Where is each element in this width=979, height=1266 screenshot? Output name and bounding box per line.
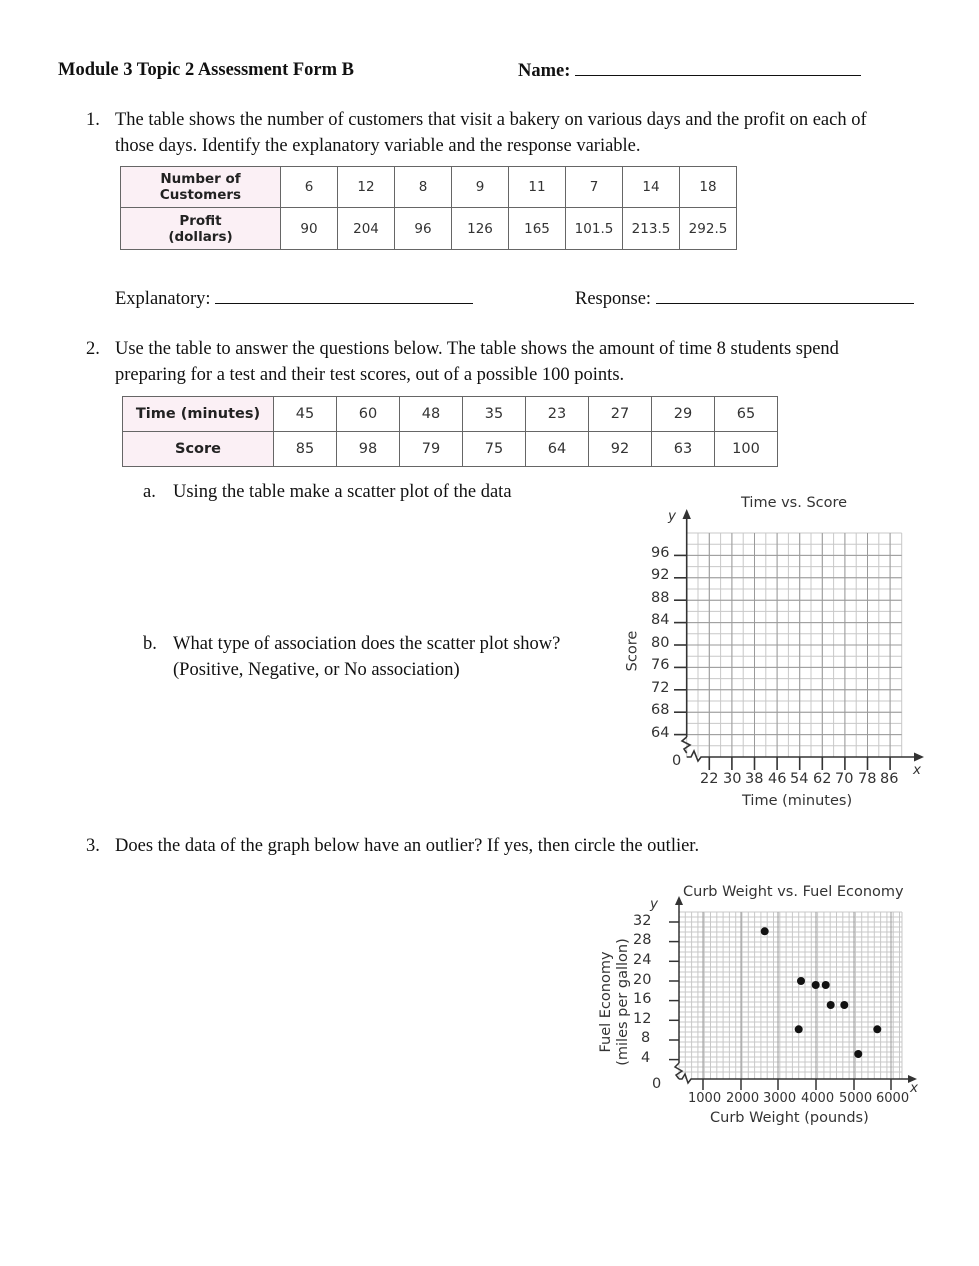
table-cell: 65 bbox=[715, 397, 778, 432]
chart2-ytick: 8 bbox=[641, 1030, 651, 1046]
response-label: Response: bbox=[575, 289, 652, 309]
chart1-ytick: 68 bbox=[651, 702, 670, 718]
chart2-y-var: y bbox=[650, 896, 658, 912]
chart2-xtick: 4000 bbox=[801, 1091, 835, 1106]
table-cell: 8 bbox=[395, 167, 452, 208]
chart2-xtick: 5000 bbox=[839, 1091, 873, 1106]
table-cell: 27 bbox=[589, 397, 652, 432]
header-line: Customers bbox=[159, 187, 242, 203]
table-cell: 11 bbox=[509, 167, 566, 208]
chart1-ytick: 96 bbox=[651, 545, 670, 561]
chart1-grid[interactable] bbox=[660, 505, 925, 780]
chart1-xtick: 62 bbox=[813, 771, 832, 787]
chart2-ytick: 28 bbox=[633, 932, 652, 948]
row-header-customers bbox=[121, 167, 281, 208]
table-cell: 96 bbox=[395, 208, 452, 250]
table-cell: 90 bbox=[281, 208, 338, 250]
chart2-x-var: x bbox=[910, 1080, 918, 1096]
table-cell: 79 bbox=[400, 432, 463, 467]
chart2-xtick: 1000 bbox=[688, 1091, 722, 1106]
table-cell: 63 bbox=[652, 432, 715, 467]
bakery-table bbox=[120, 166, 737, 250]
chart1-ytick: 76 bbox=[651, 657, 670, 673]
chart1-y-label: Score bbox=[624, 630, 641, 672]
explanatory-blank[interactable] bbox=[215, 285, 473, 304]
table-cell: 75 bbox=[463, 432, 526, 467]
table-cell: 92 bbox=[589, 432, 652, 467]
chart2-ytick: 20 bbox=[633, 972, 652, 988]
chart1-y-var: y bbox=[668, 508, 676, 524]
chart2-ytick: 12 bbox=[633, 1011, 652, 1027]
q2a-letter: a. bbox=[143, 482, 156, 502]
chart2-ytick: 16 bbox=[633, 991, 652, 1007]
chart2-ytick: 32 bbox=[633, 913, 652, 929]
table-row-customers bbox=[121, 167, 737, 208]
q3-number: 3. bbox=[86, 836, 100, 856]
q2-text-line2: preparing for a test and their test scores, out of a possible 100 points. bbox=[115, 365, 625, 385]
chart1-title: Time vs. Score bbox=[741, 495, 848, 511]
chart1-ytick: 80 bbox=[651, 635, 670, 651]
table-cell: 204 bbox=[338, 208, 395, 250]
chart2-xtick: 2000 bbox=[726, 1091, 760, 1106]
table-cell: 12 bbox=[338, 167, 395, 208]
table-cell: 101.5 bbox=[566, 208, 623, 250]
chart1-ytick: 92 bbox=[651, 567, 670, 583]
chart2-title: Curb Weight vs. Fuel Economy bbox=[683, 884, 904, 900]
row-header-time: Time (minutes) bbox=[123, 397, 274, 432]
row-header-score: Score bbox=[123, 432, 274, 467]
table-cell: 6 bbox=[281, 167, 338, 208]
chart2-y-label bbox=[598, 927, 632, 1077]
table-cell: 165 bbox=[509, 208, 566, 250]
chart2-y-label-line1: Fuel Economy bbox=[598, 951, 614, 1053]
chart2-ytick: 4 bbox=[641, 1050, 651, 1066]
table-cell: 18 bbox=[680, 167, 737, 208]
q2-text-line1: Use the table to answer the questions below. The table shows the amount of time 8 students spend bbox=[115, 339, 839, 359]
chart1-xtick: 30 bbox=[723, 771, 742, 787]
header-line: Number of bbox=[160, 171, 241, 187]
chart2-y-label-line2: (miles per gallon) bbox=[615, 938, 631, 1066]
chart2-xtick: 6000 bbox=[876, 1091, 910, 1106]
response-field bbox=[575, 285, 914, 312]
chart2-ytick: 24 bbox=[633, 952, 652, 968]
chart2-origin-label: 0 bbox=[652, 1076, 662, 1092]
table-cell: 9 bbox=[452, 167, 509, 208]
worksheet-title: Module 3 Topic 2 Assessment Form B bbox=[58, 60, 355, 80]
chart1-xtick: 78 bbox=[858, 771, 877, 787]
q1-text-line1: The table shows the number of customers that visit a bakery on various days and the profit on each of bbox=[115, 110, 867, 130]
q1-text bbox=[115, 107, 935, 159]
table-cell: 60 bbox=[337, 397, 400, 432]
chart2-x-label: Curb Weight (pounds) bbox=[710, 1110, 869, 1126]
chart2-xtick: 3000 bbox=[763, 1091, 797, 1106]
table-cell: 7 bbox=[566, 167, 623, 208]
table-cell: 48 bbox=[400, 397, 463, 432]
chart1-xtick: 54 bbox=[790, 771, 809, 787]
name-blank[interactable] bbox=[575, 57, 861, 76]
chart1-xtick: 38 bbox=[745, 771, 764, 787]
table-row-profit bbox=[121, 208, 737, 250]
chart1-origin-label: 0 bbox=[672, 753, 682, 769]
table-cell: 35 bbox=[463, 397, 526, 432]
q2b-letter: b. bbox=[143, 634, 157, 654]
table-cell: 98 bbox=[337, 432, 400, 467]
name-field bbox=[518, 57, 861, 84]
table-cell: 23 bbox=[526, 397, 589, 432]
response-blank[interactable] bbox=[656, 285, 914, 304]
table-cell: 126 bbox=[452, 208, 509, 250]
table-cell: 29 bbox=[652, 397, 715, 432]
chart1-xtick: 46 bbox=[768, 771, 787, 787]
q2b-text-line1: What type of association does the scatter plot show? bbox=[173, 634, 561, 654]
q3-text: Does the data of the graph below have an outlier? If yes, then circle the outlier. bbox=[115, 836, 700, 856]
study-time-table bbox=[122, 396, 778, 467]
table-cell: 85 bbox=[274, 432, 337, 467]
table-cell: 64 bbox=[526, 432, 589, 467]
explanatory-field bbox=[115, 285, 473, 312]
q2b-text-line2: (Positive, Negative, or No association) bbox=[173, 660, 460, 680]
q1-text-line2: those days. Identify the explanatory variable and the response variable. bbox=[115, 136, 641, 156]
header-line: (dollars) bbox=[168, 228, 233, 245]
table-cell: 213.5 bbox=[623, 208, 680, 250]
chart1-xtick: 70 bbox=[835, 771, 854, 787]
table-cell: 14 bbox=[623, 167, 680, 208]
table-cell: 292.5 bbox=[680, 208, 737, 250]
chart1-xtick: 22 bbox=[700, 771, 719, 787]
explanatory-label: Explanatory: bbox=[115, 289, 211, 309]
table-row-time bbox=[123, 397, 778, 432]
chart1-ytick: 84 bbox=[651, 612, 670, 628]
chart1-ytick: 88 bbox=[651, 590, 670, 606]
chart1-ytick: 64 bbox=[651, 725, 670, 741]
table-cell: 45 bbox=[274, 397, 337, 432]
header-line: Profit bbox=[179, 212, 222, 229]
chart1-ytick: 72 bbox=[651, 680, 670, 696]
row-header-profit bbox=[121, 208, 281, 250]
name-label: Name: bbox=[518, 61, 571, 81]
q2a-text: Using the table make a scatter plot of the data bbox=[173, 482, 512, 502]
q2-text bbox=[115, 336, 935, 388]
chart2-plot[interactable] bbox=[660, 895, 920, 1095]
q1-number: 1. bbox=[86, 110, 100, 130]
table-cell: 100 bbox=[715, 432, 778, 467]
chart1-x-label: Time (minutes) bbox=[742, 793, 853, 809]
q2-number: 2. bbox=[86, 339, 100, 359]
table-row-score bbox=[123, 432, 778, 467]
chart1-xtick: 86 bbox=[880, 771, 899, 787]
q2b-text bbox=[173, 631, 560, 683]
chart1-x-var: x bbox=[913, 762, 921, 778]
